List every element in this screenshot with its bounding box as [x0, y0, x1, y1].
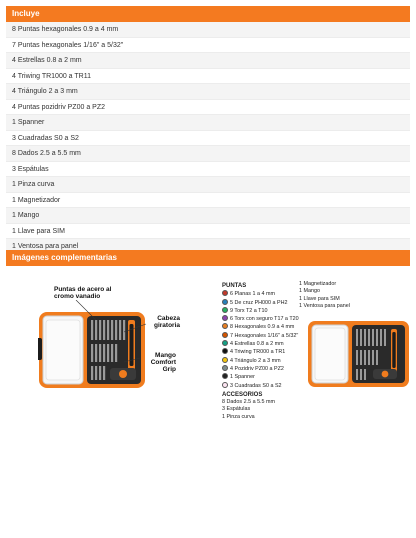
legend-item — [222, 315, 302, 323]
legend-item-text: 1 Mango — [299, 288, 320, 295]
images-title: Imágenes complementarias — [12, 253, 117, 262]
legend-item — [299, 296, 379, 303]
callout-bits — [54, 286, 118, 300]
includes-title: Incluye — [12, 9, 40, 18]
callout-head-text: Cabeza giratoria — [153, 315, 180, 329]
list-item-text: 3 Cuadradas S0 a S2 — [12, 134, 79, 142]
hex-icon — [222, 323, 228, 329]
legend-item — [222, 290, 302, 298]
legend-item-text: 8 Dados 2.5 a 5.5 mm — [222, 399, 276, 406]
legend-item — [222, 365, 302, 373]
legend-item — [222, 414, 302, 421]
legend-item — [222, 357, 302, 365]
legend-item — [222, 323, 302, 331]
list-item-text: 8 Puntas hexagonales 0.9 a 4 mm — [12, 26, 119, 33]
callout-line-handle — [124, 356, 142, 366]
list-item — [6, 208, 410, 224]
callout-head — [146, 315, 180, 329]
legend-item-text: 1 Magnetizador — [299, 281, 337, 287]
list-item — [6, 22, 410, 38]
spanner-icon — [222, 373, 228, 379]
legend-item-text: 4 Pozidriv PZ00 a PZ2 — [230, 365, 284, 372]
toolkit-case-small-image — [307, 319, 410, 389]
callout-handle — [140, 352, 176, 373]
legend-item-text: 1 Ventosa para panel — [299, 302, 350, 309]
legend-item-text: 4 Estrellas 0.8 a 2 mm — [230, 341, 284, 348]
list-item-text: 1 Mango — [12, 212, 40, 219]
legend-item — [222, 332, 302, 340]
torx-icon — [222, 307, 228, 313]
legend-item-text: 5 De cruz PH000 a PH2 — [230, 299, 288, 306]
callout-line-head — [124, 322, 148, 334]
flat-icon — [222, 290, 228, 296]
list-item-text: 1 Spanner — [12, 119, 45, 126]
list-item — [6, 224, 410, 240]
includes-list — [6, 22, 410, 255]
legend-item — [222, 340, 302, 348]
legend-item — [299, 288, 379, 295]
list-item — [6, 84, 410, 100]
list-item-text: 1 Ventosa para panel — [12, 243, 79, 250]
legend-item-text: 1 Pinza curva — [222, 413, 255, 420]
callout-handle-text: Mango Comfort Grip — [150, 352, 176, 373]
legend-item — [222, 399, 302, 406]
legend-item-text: 3 Espátulas — [222, 406, 251, 413]
legend-item-text: 6 Planas 1 a 4 mm — [230, 291, 275, 298]
hex-inch-icon — [222, 332, 228, 338]
triwing-icon — [222, 348, 228, 354]
list-item-text: 4 Puntas pozidriv PZ00 a PZ2 — [12, 103, 105, 111]
list-item-text: 4 Estrellas 0.8 a 2 mm — [12, 57, 82, 64]
callout-line-bits — [66, 300, 116, 322]
square-icon — [222, 382, 228, 388]
list-item-text: 1 Pinza curva — [12, 181, 55, 188]
product-image — [6, 270, 410, 532]
list-item-text: 8 Dados 2.5 a 5.5 mm — [12, 150, 81, 157]
legend-item-text: 6 Torx con seguro T17 a T20 — [230, 316, 299, 323]
legend-item — [222, 406, 302, 413]
legend-item-text: 1 Spanner — [230, 374, 255, 381]
legend-item-text: 1 Llave para SIM — [299, 295, 340, 302]
list-item — [6, 146, 410, 162]
list-item — [6, 69, 410, 85]
torx-security-icon — [222, 315, 228, 321]
star-icon — [222, 340, 228, 346]
legend-item-text: 9 Torx T2 a T10 — [230, 307, 268, 314]
legend-item — [222, 382, 302, 390]
list-item-text: 1 Llave para SIM — [12, 227, 65, 235]
legend-puntas-title: PUNTAS — [222, 283, 247, 289]
legend-item — [222, 299, 302, 307]
legend-item — [222, 348, 302, 356]
list-item-text: 4 Triángulo 2 a 3 mm — [12, 88, 78, 95]
legend-item-text: 3 Cuadradas S0 a S2 — [230, 382, 282, 389]
list-item-text: 1 Magnetizador — [12, 196, 61, 204]
legend-item — [222, 373, 302, 381]
images-header — [6, 250, 410, 266]
list-item — [6, 53, 410, 69]
legend-accesorios-title: ACCESORIOS — [222, 391, 263, 398]
legend-extras — [299, 281, 379, 310]
list-item — [6, 193, 410, 209]
list-item-text: 4 Triwing TR1000 a TR11 — [12, 72, 91, 80]
legend-item — [299, 281, 379, 288]
callout-bits-text: Puntas de acero al cromo vanadio — [54, 286, 112, 300]
list-item — [6, 38, 410, 54]
list-item — [6, 131, 410, 147]
legend-item — [299, 303, 379, 310]
list-item-text: 3 Espátulas — [12, 165, 49, 173]
legend-item-text: 4 Triwing TR000 a TR1 — [230, 349, 286, 356]
list-item — [6, 162, 410, 178]
list-item — [6, 100, 410, 116]
includes-header — [6, 6, 410, 22]
phillips-icon — [222, 299, 228, 305]
list-item — [6, 115, 410, 131]
legend-item — [222, 307, 302, 315]
list-item-text: 7 Puntas hexagonales 1/16" a 5/32" — [12, 41, 124, 49]
triangle-icon — [222, 357, 228, 363]
legend-item-text: 8 Hexagonales 0.9 a 4 mm — [230, 324, 295, 331]
legend-item-text: 4 Triángulo 2 a 3 mm — [230, 357, 281, 364]
pozidriv-icon — [222, 365, 228, 371]
legend-item-text: 7 Hexagonales 1/16" a 5/32" — [230, 332, 299, 339]
legend-puntas — [222, 283, 302, 421]
list-item — [6, 177, 410, 193]
